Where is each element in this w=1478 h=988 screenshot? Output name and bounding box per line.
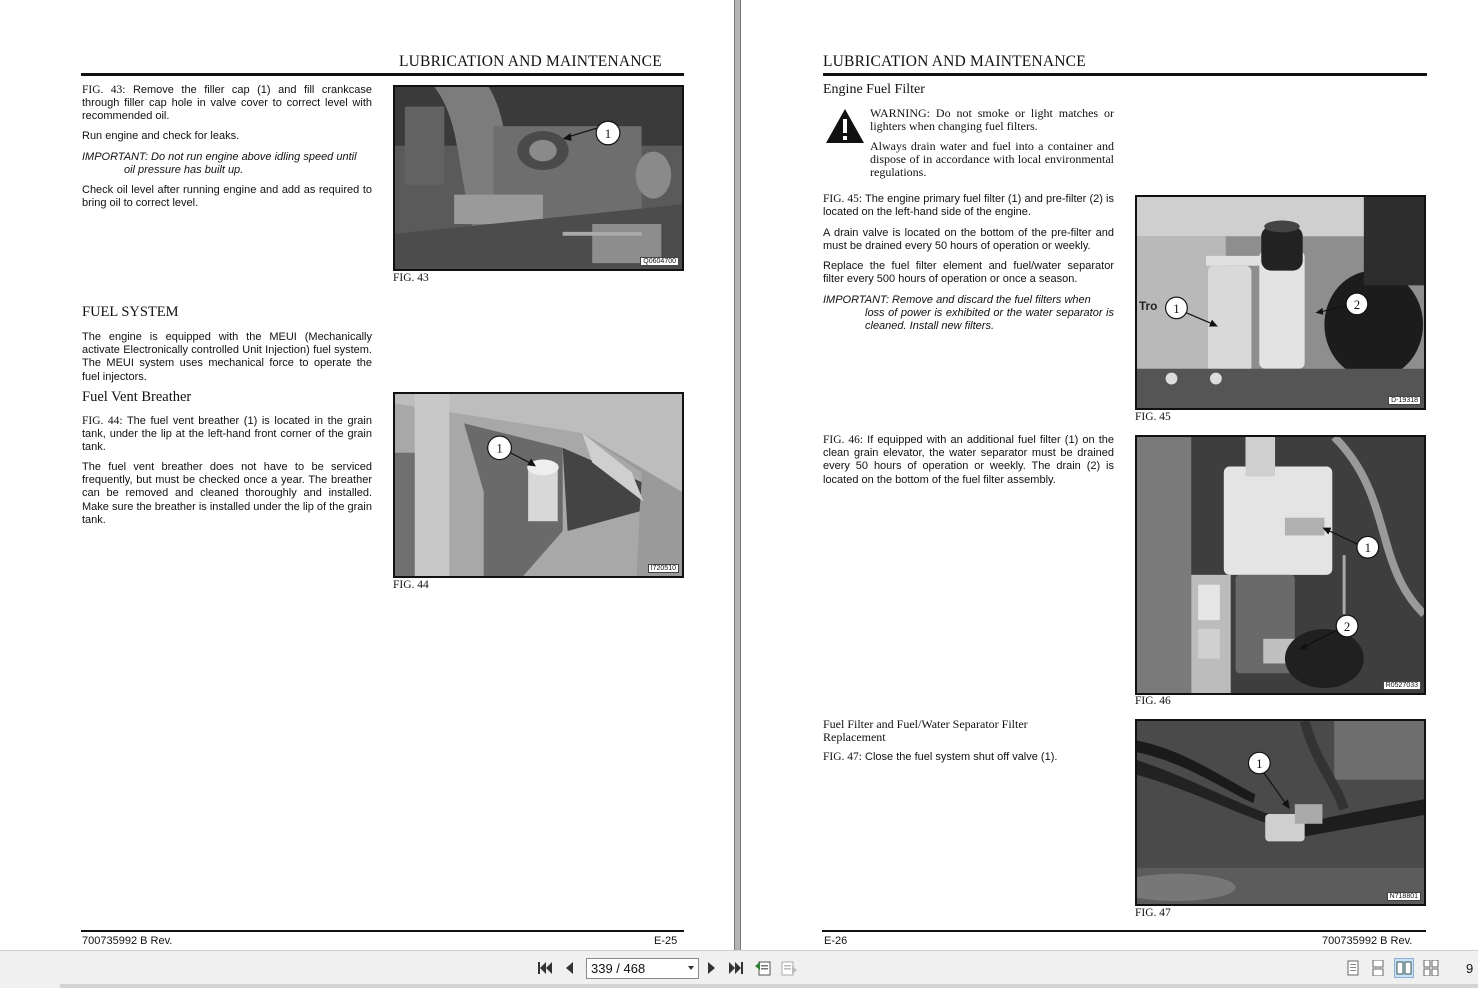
warning-text-2: Always drain water and fuel into a container and dispose of in accordance with local environmental regulations. <box>870 139 1114 180</box>
important2-first: IMPORTANT: Remove and discard the fuel filters when <box>823 294 1091 306</box>
fig46-paragraph <box>823 434 1114 487</box>
continuous-icon[interactable] <box>1368 958 1388 978</box>
shutoff-valve-photo <box>1137 721 1424 904</box>
next-view-icon[interactable] <box>779 958 799 978</box>
page-gutter <box>734 0 741 950</box>
fig43-caption: FIG. 43 <box>393 272 429 284</box>
fig46-lead: FIG. 46: <box>823 434 864 446</box>
important1-first: IMPORTANT: Do not run engine above idling speed until <box>82 151 357 163</box>
fig45-code: D-19318 <box>1388 396 1421 405</box>
important-note-2 <box>823 294 1114 334</box>
footer-page-number: E-26 <box>824 935 848 947</box>
fig45-callout-2: 2 <box>1353 297 1361 312</box>
vent-breather-heading: Fuel Vent Breather <box>82 389 192 405</box>
fig45-caption: FIG. 45 <box>1135 411 1171 423</box>
footer-rule <box>81 930 684 932</box>
fig45-brand: Tro <box>1138 298 1158 313</box>
fig47-callout-1: 1 <box>1256 757 1263 771</box>
check-oil-text: Check oil level after running engine and add as required to bring oil to correct level. <box>82 184 372 210</box>
fig44-paragraph <box>82 415 372 455</box>
previous-view-icon[interactable] <box>753 958 773 978</box>
fig46-callout-1: 1 <box>1364 541 1371 556</box>
water-separator-photo <box>1137 437 1424 693</box>
drain-valve-text: A drain valve is located on the bottom of the pre-filter and must be drained every 50 hours of operation or weekly. <box>823 227 1114 253</box>
fig45-paragraph <box>823 193 1114 219</box>
continuous-facing-icon[interactable] <box>1421 958 1441 978</box>
important-note-1 <box>82 151 374 177</box>
header-rule <box>81 73 684 76</box>
fig45-image <box>1135 195 1426 410</box>
left-page <box>0 0 734 950</box>
fig46-code: R0527033 <box>1383 681 1421 690</box>
run-engine-text: Run engine and check for leaks. <box>82 130 240 142</box>
fig44-code: I720510 <box>648 564 679 573</box>
fig45-lead: FIG. 45: <box>823 193 863 205</box>
fig44-caption: FIG. 44 <box>393 579 429 591</box>
header-rule <box>823 73 1427 76</box>
fig44-lead: FIG. 44: <box>82 415 123 427</box>
toolbar-strip <box>60 984 1478 988</box>
fuel-system-heading: FUEL SYSTEM <box>82 304 179 320</box>
fig46-image <box>1135 435 1426 695</box>
fuel-filter-photo <box>1137 197 1424 408</box>
page-number-input[interactable] <box>586 958 699 979</box>
fuel-system-text: The engine is equipped with the MEUI (Mechanically activate Electronically controlled Unit Injection) fuel system. The MEUI system uses mechanical force to operate the fuel injectors. <box>82 331 372 383</box>
fig46-callout-2: 2 <box>1343 619 1351 634</box>
fig47-lead: FIG. 47: <box>823 751 862 763</box>
engine-photo <box>395 87 682 269</box>
fig44-body: The fuel vent breather (1) is located in the grain tank, under the lip at the left-hand front corner of the grain tank. <box>82 415 372 454</box>
important1-second: oil pressure has built up. <box>124 164 244 177</box>
first-page-icon[interactable] <box>535 958 555 978</box>
important2-rest: loss of power is exhibited or the water separator is cleaned. Install new filters. <box>865 307 1114 333</box>
last-page-icon[interactable] <box>726 958 746 978</box>
zoom-level[interactable]: 9 <box>1466 961 1474 976</box>
fig43-body: Remove the filler cap (1) and fill crankcase through filler cap hole in valve cover to correct level with recommended oil. <box>82 84 372 123</box>
footer-doc-number: 700735992 B Rev. <box>82 935 173 947</box>
page-header: LUBRICATION AND MAINTENANCE <box>823 53 1086 70</box>
fig45-body: The engine primary fuel filter (1) and pre-filter (2) is located on the left-hand side of the engine. <box>823 193 1114 219</box>
replace-filter-text: Replace the fuel filter element and fuel/water separator filter every 500 hours of operation or once a season. <box>823 260 1114 286</box>
fig44-callout-1: 1 <box>496 441 503 456</box>
fig43-image <box>393 85 684 271</box>
page-header: LUBRICATION AND MAINTENANCE <box>399 53 662 70</box>
single-page-icon[interactable] <box>1343 958 1363 978</box>
fig43-lead: FIG. 43: <box>82 84 126 96</box>
previous-page-icon[interactable] <box>559 958 579 978</box>
page-number-value: 339 / 468 <box>591 961 646 976</box>
fig46-body: If equipped with an additional fuel filter (1) on the clean grain elevator, the water separator must be drained every 50 hours of operation or weekly. The drain (2) is located on the bottom of the fuel filter assembly. <box>823 434 1114 486</box>
footer-rule <box>822 930 1426 932</box>
facing-icon[interactable] <box>1394 958 1414 978</box>
fig47-paragraph <box>823 751 1114 764</box>
fig47-code: N718801 <box>1387 892 1421 901</box>
warning-icon <box>824 107 866 145</box>
fig47-image <box>1135 719 1426 906</box>
fig43-code: Q0604700 <box>640 257 679 266</box>
fig43-paragraph <box>82 84 372 124</box>
fig47-body: Close the fuel system shut off valve (1). <box>865 751 1058 763</box>
footer-page-number: E-25 <box>654 935 678 947</box>
fig45-callout-1: 1 <box>1173 301 1180 316</box>
right-page <box>741 0 1478 950</box>
fig44-image <box>393 392 684 578</box>
fig43-callout-1: 1 <box>604 126 612 141</box>
fig46-caption: FIG. 46 <box>1135 695 1171 707</box>
next-page-icon[interactable] <box>702 958 722 978</box>
filter-replacement-heading: Fuel Filter and Fuel/Water Separator Filter Replacement <box>823 717 1028 744</box>
footer-doc-number: 700735992 B Rev. <box>1322 935 1413 947</box>
warning-text-1: WARNING: Do not smoke or light matches or lighters when changing fuel filters. <box>870 106 1114 134</box>
vent-text-2: The fuel vent breather does not have to be serviced frequently, but must be checked once a year. The breather can be removed and cleaned thoroughly and installed. Make sure the breather is installed under the lip of the grain tank. <box>82 461 372 526</box>
grain-tank-photo <box>395 394 682 576</box>
engine-fuel-filter-heading: Engine Fuel Filter <box>823 82 925 97</box>
chevron-down-icon[interactable] <box>688 966 694 970</box>
fig47-caption: FIG. 47 <box>1135 907 1171 919</box>
